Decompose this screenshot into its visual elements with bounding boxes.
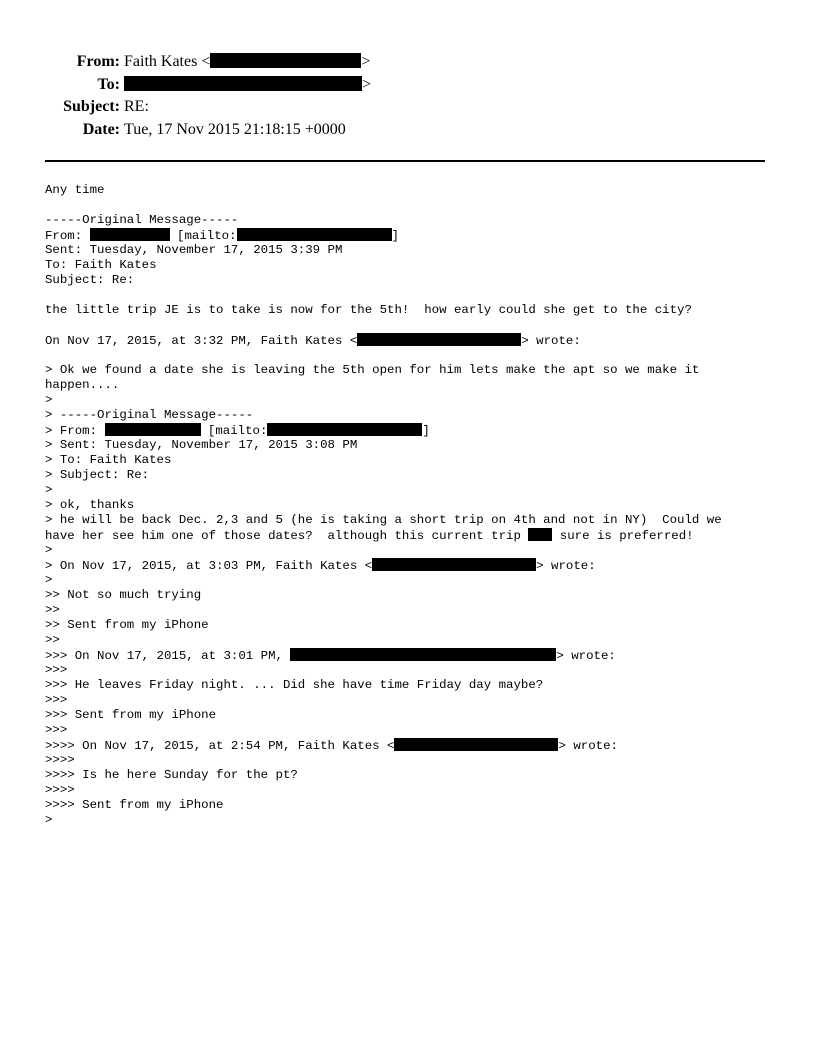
body-line: >>>> Sent from my iPhone xyxy=(45,798,224,812)
body-line: > Ok we found a date she is leaving the 5th open for him lets make the apt so we make it xyxy=(45,363,700,377)
to-label: To: xyxy=(97,76,120,93)
body-line: -----Original Message----- xyxy=(45,213,239,227)
body-line: >>>> On Nov 17, 2015, at 2:54 PM, Faith Kates < > wrote: xyxy=(45,739,618,753)
subject-label: Subject: xyxy=(63,98,120,115)
date-label: Date: xyxy=(82,121,120,138)
body-line: happen.... xyxy=(45,378,120,392)
body-line: >> Sent from my iPhone xyxy=(45,618,209,632)
body-line: > xyxy=(45,393,53,407)
body-line: > From: [mailto: ] xyxy=(45,424,430,438)
body-line: > xyxy=(45,813,53,827)
redacted-email xyxy=(210,53,361,68)
body-line: > To: Faith Kates xyxy=(45,453,172,467)
redacted-name xyxy=(90,228,170,241)
date-value: Tue, 17 Nov 2015 21:18:15 +0000 xyxy=(124,121,346,138)
to-close: > xyxy=(362,76,372,93)
body-line: >>> Sent from my iPhone xyxy=(45,708,217,722)
email-body xyxy=(45,183,775,828)
body-line: > -----Original Message----- xyxy=(45,408,254,422)
body-line: Sent: Tuesday, November 17, 2015 3:39 PM xyxy=(45,243,343,257)
body-line: > Subject: Re: xyxy=(45,468,150,482)
body-line: >>> xyxy=(45,693,68,707)
redacted-email xyxy=(357,333,521,346)
body-line: >> xyxy=(45,603,60,617)
redacted-recipient xyxy=(124,76,362,91)
body-line: have her see him one of those dates? although this current trip sure is preferred! xyxy=(45,529,694,543)
redacted-email xyxy=(394,738,558,751)
body-line: >>> xyxy=(45,723,68,737)
body-line: >> Not so much trying xyxy=(45,588,202,602)
body-line: > Sent: Tuesday, November 17, 2015 3:08 PM xyxy=(45,438,358,452)
body-line: >>>> xyxy=(45,783,75,797)
body-line: >>> xyxy=(45,663,68,677)
from-value: Faith Kates < xyxy=(124,53,211,70)
body-line: >>> He leaves Friday night. ... Did she have time Friday day maybe? xyxy=(45,678,544,692)
body-line: >>> On Nov 17, 2015, at 3:01 PM, > wrote: xyxy=(45,649,616,663)
redacted-email xyxy=(290,648,556,661)
body-line: >> xyxy=(45,633,60,647)
body-line: From: [mailto: ] xyxy=(45,229,399,243)
body-line: > xyxy=(45,483,53,497)
body-line: To: Faith Kates xyxy=(45,258,157,272)
body-line: >>>> xyxy=(45,753,75,767)
body-line: > xyxy=(45,573,53,587)
from-label: From: xyxy=(76,53,120,70)
body-line: >>>> Is he here Sunday for the pt? xyxy=(45,768,298,782)
body-line: Any time xyxy=(45,183,105,197)
body-line: > On Nov 17, 2015, at 3:03 PM, Faith Kates < > wrote: xyxy=(45,559,596,573)
redacted-text xyxy=(528,528,552,541)
redacted-email xyxy=(372,558,536,571)
from-close: > xyxy=(361,53,371,70)
redacted-email xyxy=(237,228,392,241)
body-line: > ok, thanks xyxy=(45,498,135,512)
body-line: Subject: Re: xyxy=(45,273,135,287)
body-line: > xyxy=(45,543,53,557)
subject-value: RE: xyxy=(124,98,149,115)
header-divider xyxy=(45,160,765,162)
body-line: On Nov 17, 2015, at 3:32 PM, Faith Kates < > wrote: xyxy=(45,334,581,348)
redacted-email xyxy=(267,423,422,436)
body-line: > he will be back Dec. 2,3 and 5 (he is taking a short trip on 4th and not in NY) Could we xyxy=(45,513,722,527)
redacted-name xyxy=(105,423,201,436)
body-line: the little trip JE is to take is now for the 5th! how early could she get to the city? xyxy=(45,303,692,317)
